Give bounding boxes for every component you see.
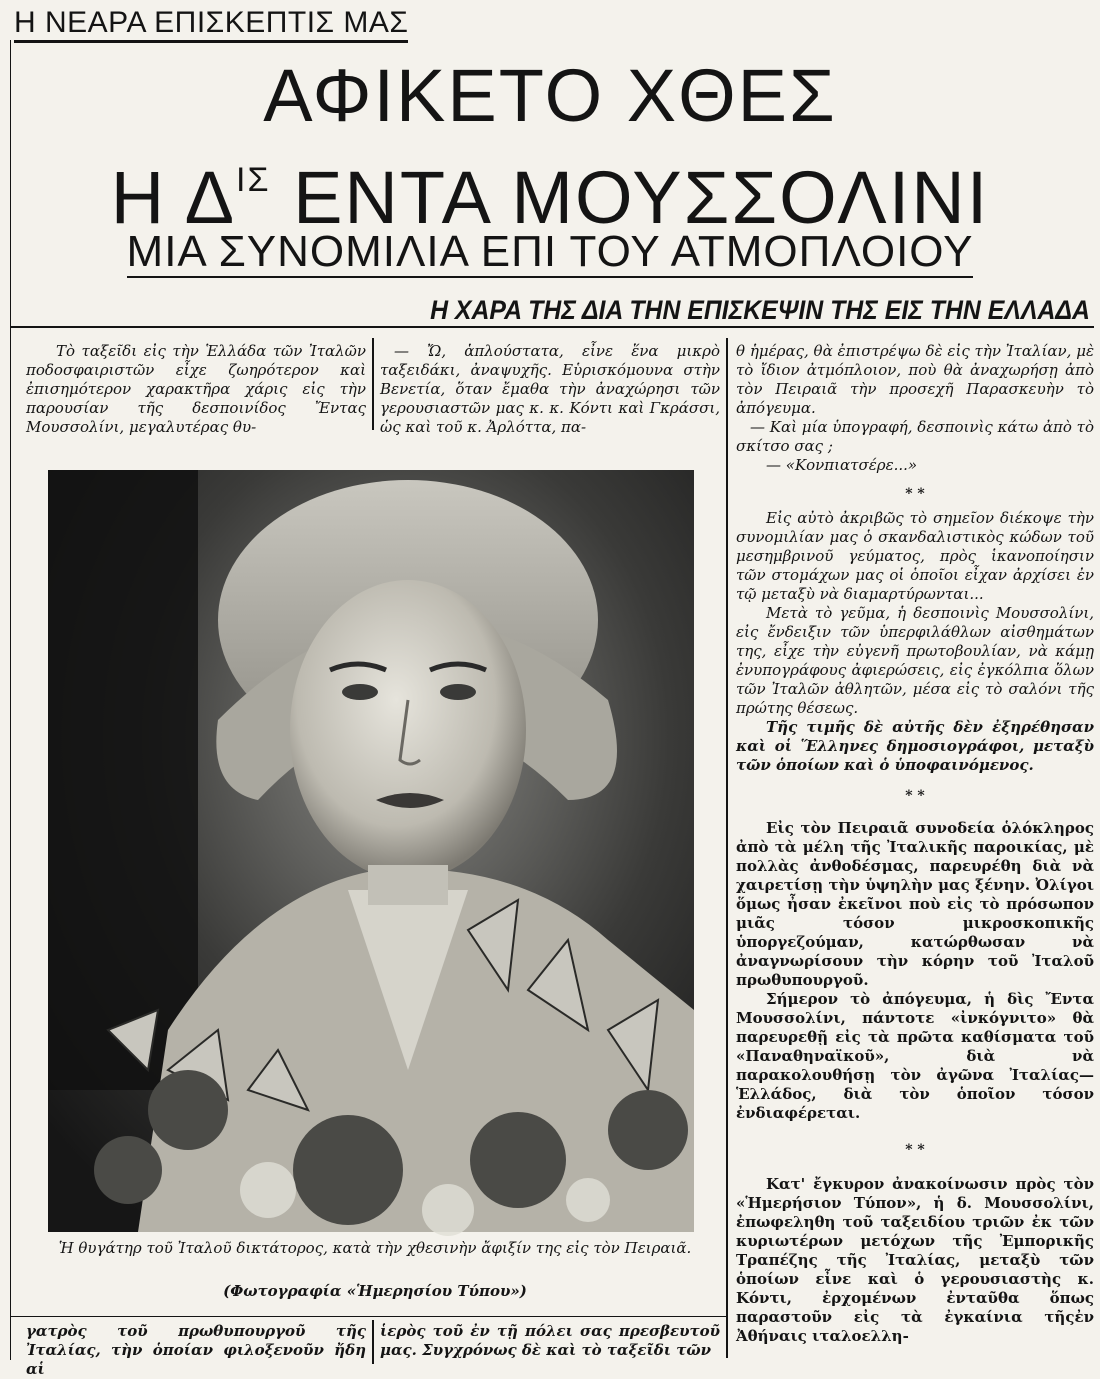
column-3-text: θ ἡμέρας, θὰ ἐπιστρέψω δὲ εἰς τὴν Ἰταλίαν, μὲ τὸ ἴδιον ἀτμόπλοιον, ποὺ θὰ ἀναχωρήσῃ ἀπὸ τὸν Πειραιᾶ τὴν προσεχῆ Παρασκευὴν τὸ ἀπόγευμα. — Καὶ μία ὑπογραφή, δεσποινὶς κάτω ἀπὸ τὸ σκίτσο σας ; — «Κονπιατσέρε...» * * Εἰς αὐτὸ ἀκριβῶς τὸ σημεῖον διέκοψε τὴν συνομιλίαν μας ὁ σκανδαλιστικὸς κώδων τοῦ μεσημβρινοῦ γεύματος, πρὸς ἱκανοποίησιν τῶν στομάχων μας οἱ ὁποῖοι εἶχαν ἀρχίσει ἐν τῷ μεταξὺ νὰ διαμαρτύρωνται... Μετὰ τὸ γεῦμα, ἡ δεσποινὶς Μουσσολίνι, εἰς ἔνδειξιν τῶν ὑπερφιλάθλων αἰσθημάτων της, εἶχε τὴν εὐγενῆ πρωτοβουλίαν, νὰ κάμῃ ἐνυπογράφους ἀφιερώσεις, εἰς ἐγκόλπια ὅλων τῶν Ἰταλῶν ἀθλητῶν, μέσα εἰς τὸ σαλόνι τῆς πρώτης θέσεως. Τῆς τιμῆς δὲ αὐτῆς δὲν ἐξηρέθησαν καὶ οἱ Ἕλληνες δημοσιογράφοι, μεταξὺ τῶν ὁποίων καὶ ὁ ὑποφαινόμενος. * * Εἰς τὸν Πειραιᾶ συνοδεία ὁλόκληρος ἀπὸ τὰ μέλη τῆς Ἰταλικῆς παροικίας, μὲ πολλὰς ἀνθοδέσμας, παρευρέθη διὰ νὰ χαιρετίσῃ τὴν ὑψηλὴν μας ξένην. Ὀλίγοι ὅμως ἦσαν ἐκεῖνοι ποὺ εἰς τὸ πρόσωπον μιᾶς τόσον μικροσκοπικῆς ὑποργεζούμαν, κατώρθωσαν νὰ ἀναγνωρίσουν τὴν κόρην τοῦ Ἰταλοῦ πρωθυπουργοῦ. Σήμερον τὸ ἀπόγευμα, ἡ δὶς Ἔντα Μουσσολίνι, πάντοτε «ἰνκόγνιτο» θὰ παρευρεθῇ εἰς τὰ πρῶτα καθίσματα τοῦ «Παναθηναϊκοῦ», διὰ νὰ παρακολουθήσῃ τὸν ἀγῶνα Ἰταλίας—Ἑλλάδος, διὰ τὸν ὁποῖον τόσον ἐνδιαφέρεται. * * Κατ' ἔγκυρον ἀνακοίνωσιν πρὸς τὸν «Ἡμερήσιον Τύπον», ἡ δ. Μουσσολίνι, ἐπωφεληθη τοῦ ταξειδίου τριῶν ἐκ τῶν κυριωτέρων μετόχων τῆς Ἐμπορικῆς Τραπέζης τῆς Ἰταλίας, μεταξὺ τῶν ὁποίων εἶνε καὶ ὁ γερουσιαστὴς κ. Κόντι, ἐρχομένων ἐνταῦθα ὅπως παραστοῦν εἰς τὰ ἐγκαίνια τῆςἐν Ἀθήναις ιταλοελλη- <box>736 342 1094 1345</box>
section-divider-stars: * * <box>905 1142 925 1158</box>
bottom-right-text: ἱερὸς τοῦ ἐν τῇ πόλει σας πρεσβευτοῦ μας. Συγχρόνως δὲ καὶ τὸ ταξεῖδι τῶν <box>380 1322 720 1359</box>
column-1-text: Τὸ ταξεῖδι εἰς τὴν Ἑλλάδα τῶν Ἰταλῶν ποδοσφαιριστῶν εἶχε ζωηρότερον καὶ ἐπισημότερον χαρακτῆρα χάρις εἰς τὴν παρουσίαν τῆς δεσποινίδος Ἔντας Μουσσολίνι, μεγαλυτέρας θυ- <box>26 342 366 436</box>
headline-line-3: ΜΙΑ ΣΥΝΟΜΙΛΙΑ ΕΠΙ ΤΟΥ ΑΤΜΟΠΛΟΙΟΥ <box>126 227 974 276</box>
column-2-text: — Ὤ, ἁπλούστατα, εἶνε ἕνα μικρὸ ταξειδάκι, ἀναψυχῆς. Εὑρισκόμουνα στὴν Βενετία, ὅταν ἔμαθα τὴν ἀναχώρησι τῶν γερουσιαστῶν μας κ. κ. Κόντι καὶ Γκράσσι, ὡς καὶ τοῦ κ. Ἀρλόττα, πα- <box>380 342 720 436</box>
column-rule-1 <box>372 338 374 430</box>
section-divider-stars: * * <box>905 486 925 502</box>
kicker: Η ΝΕΑΡΑ ΕΠΙΣΚΕΠΤΙΣ ΜΑΣ <box>14 6 408 43</box>
subheadline: Η ΧΑΡΑ ΤΗΣ ΔΙΑ ΤΗΝ ΕΠΙΣΚΕΨΙΝ ΤΗΣ ΕΙΣ ΤΗΝ ΕΛΛΑΔΑ <box>430 295 1090 325</box>
section-divider-stars: * * <box>905 788 925 804</box>
headline-line-2: Η $\Delta^{I\Sigma}$ ΕΝΤΑ ΜΟΥΣΣΟΛΙΝΙ <box>110 156 990 239</box>
page-left-rule <box>10 40 11 1360</box>
bottom-column-rule <box>372 1320 374 1364</box>
column-rule-2 <box>726 338 728 1358</box>
bottom-left-text: γατρὸς τοῦ πρωθυπουργοῦ τῆς Ἰταλίας, τὴν ὁποίαν φιλοξενοῦν ἤδη αἱ <box>26 1322 366 1378</box>
photo-credit: (Φωτογραφία «Ἡμερησίου Τύπου») <box>223 1282 527 1300</box>
portrait-photograph <box>48 470 694 1232</box>
photo-caption: Ἡ θυγάτηρ τοῦ Ἰταλοῦ δικτάτορος, κατὰ τὴν χθεσινὴν ἄφιξίν της εἰς τὸν Πειραιᾶ. <box>58 1239 692 1257</box>
photo-bottom-rule <box>10 1316 726 1317</box>
headline-line-1: ΑΦΙΚΕΤΟ ΧΘΕΣ <box>263 54 837 137</box>
top-rule <box>10 326 1094 328</box>
